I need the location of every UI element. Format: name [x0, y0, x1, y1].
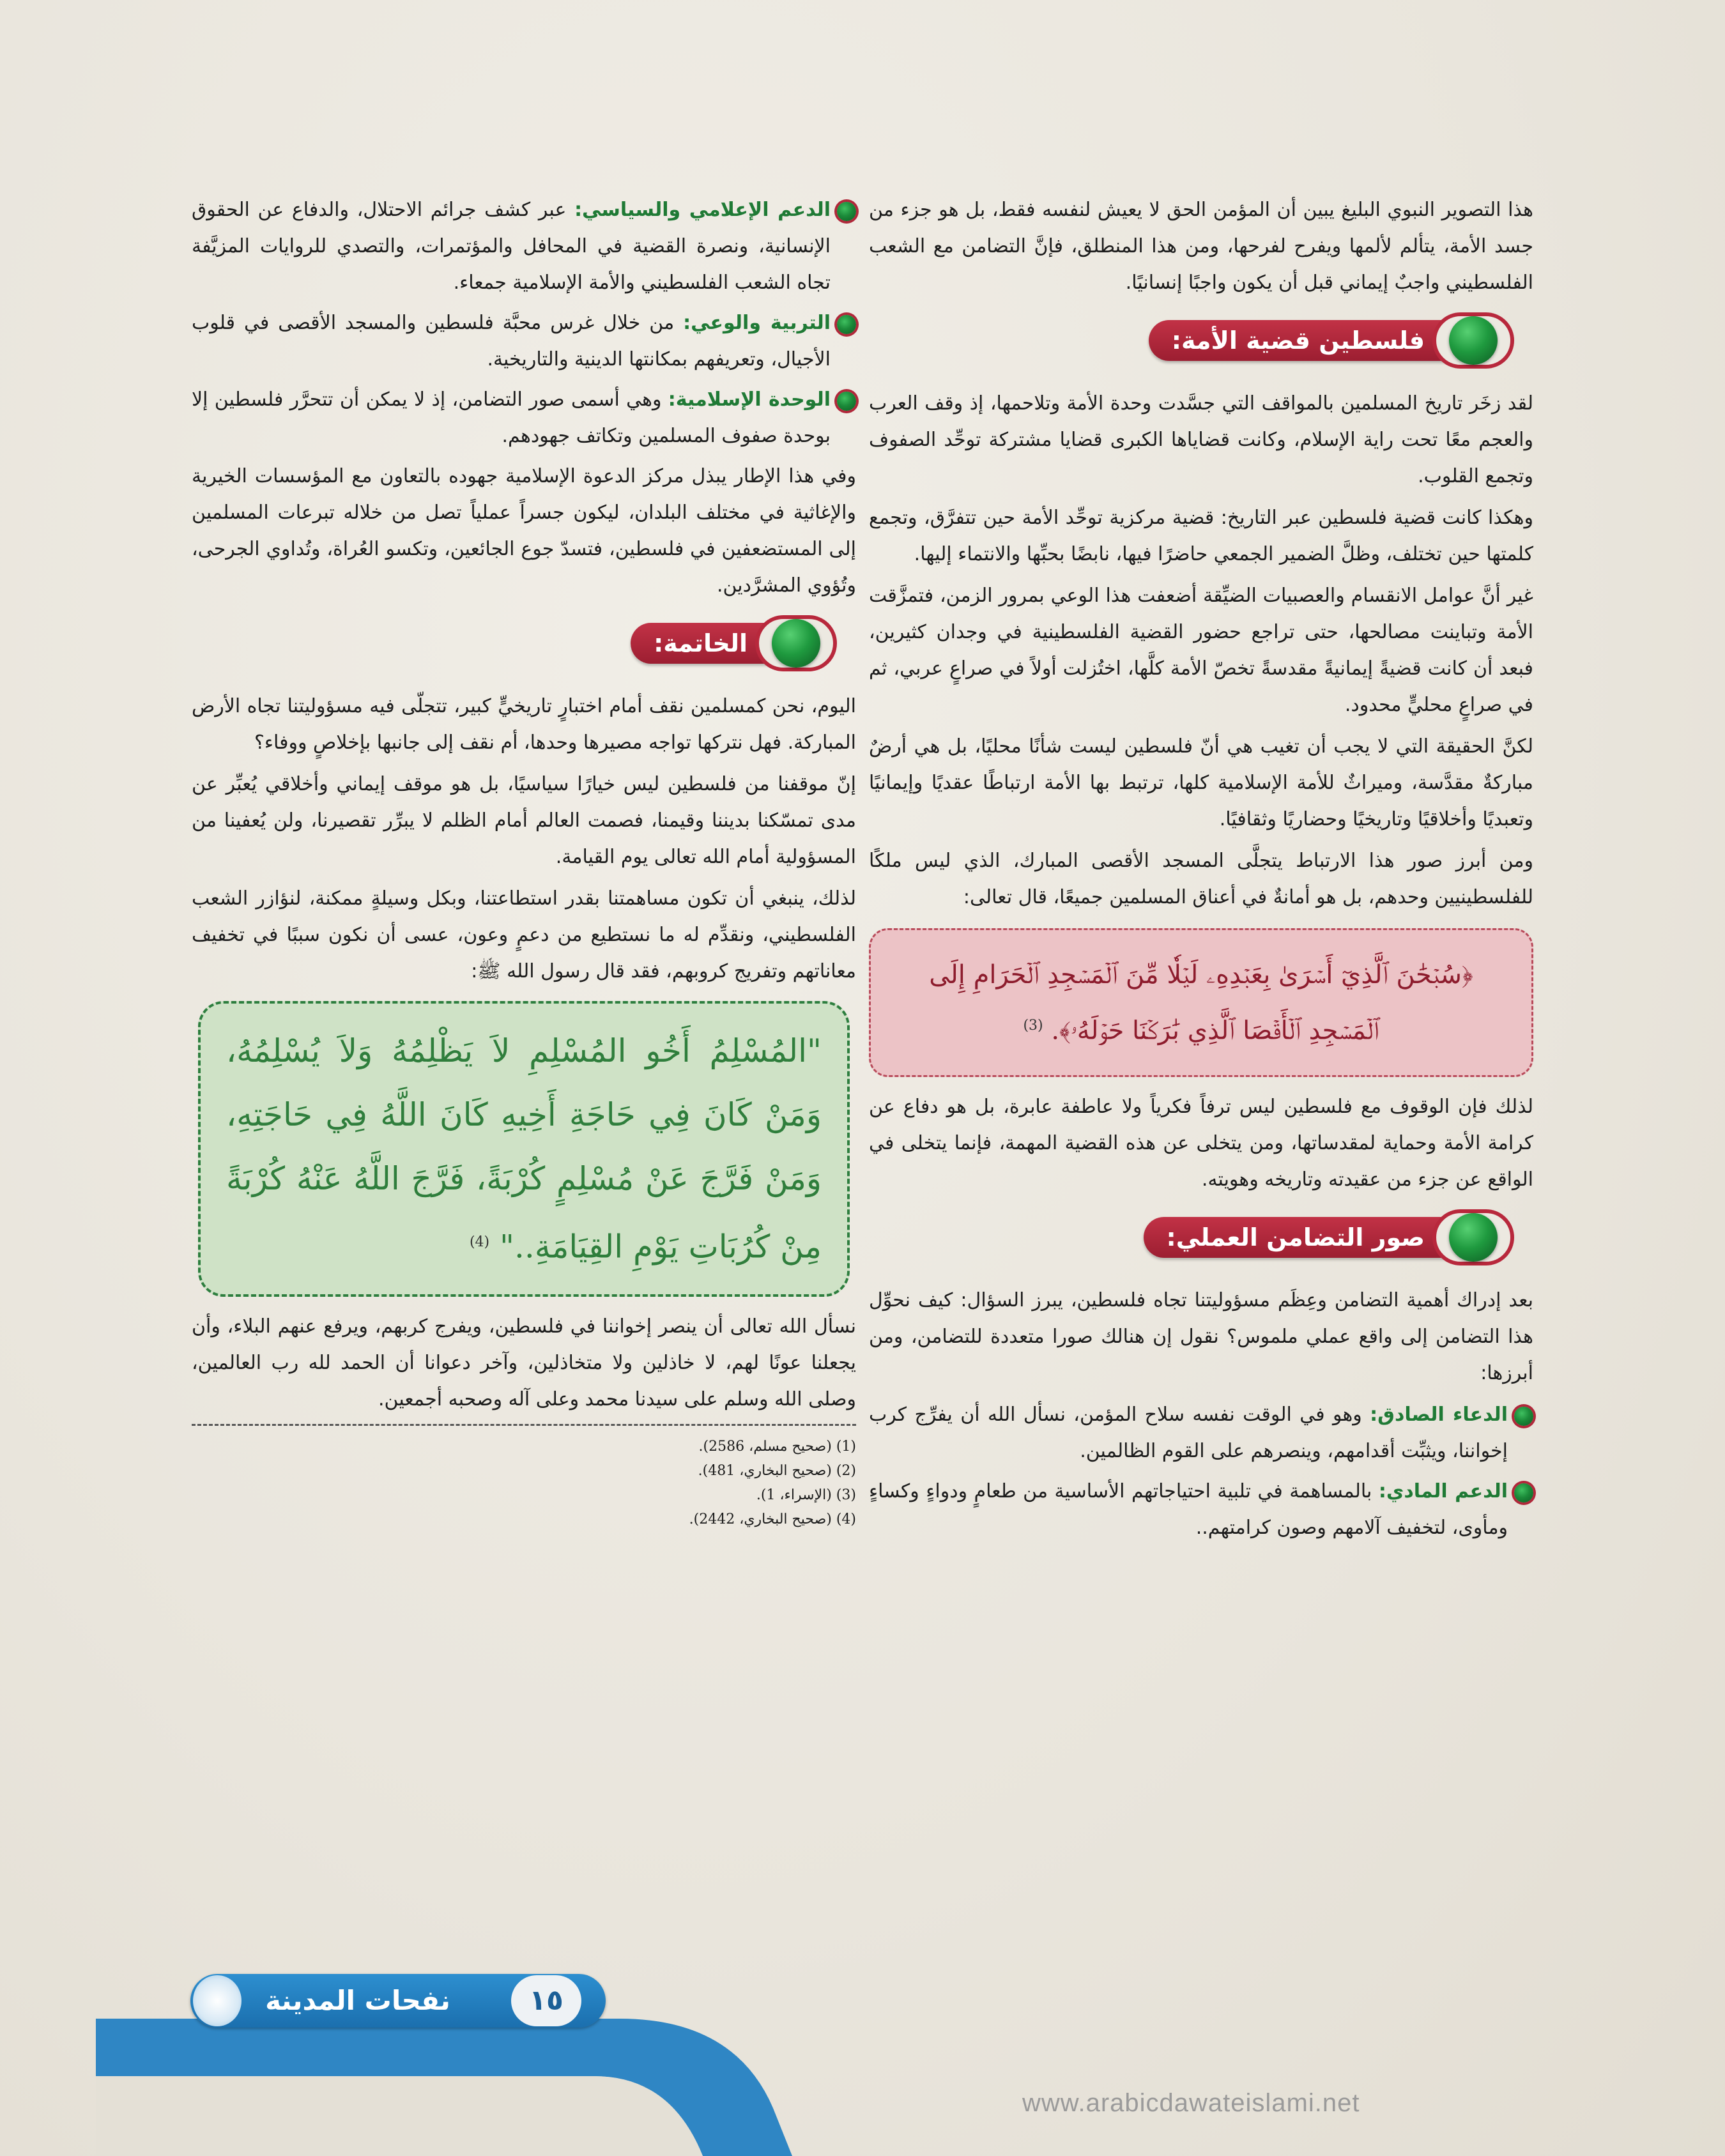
bullet-title: التربية والوعي: — [683, 312, 831, 334]
paragraph: لذلك فإن الوقوف مع فلسطين ليس ترفاً فكرياً ولا عاطفة عابرة، بل هو دفاع عن كرامة الأمة وحماية لمقدساتها، ومن يتخلى عن هذه القضية المهمة، فإنما يتخلى في الواقع عن جزء من عقيدته وتاريخه وهويته. — [869, 1096, 1533, 1191]
bullet-item — [192, 192, 856, 301]
bullet-text: بالمساهمة في تلبية احتياجاتهم الأساسية من طعامٍ ودواءٍ وكساءٍ ومأوى، لتخفيف آلامهم وصون كرامتهم.. — [869, 1480, 1508, 1540]
medallion-icon — [193, 1975, 241, 2026]
hadith-text: "المُسْلِمُ أَخُو المُسْلِمِ لاَ يَظْلِمُهُ وَلاَ يُسْلِمُهُ، وَمَنْ كَانَ فِي حَاجَةِ أَخِيهِ كَانَ اللَّهُ فِي حَاجَتِهِ، وَمَنْ فَرَّجَ عَنْ مُسْلِمٍ كُرْبَةً، فَرَّجَ اللَّهُ عَنْهُ كُرْبَةً مِنْ كُرُبَاتِ يَوْمِ القِيَامَةِ.." — [226, 1032, 822, 1265]
bullet-text: من خلال غرس محبَّة فلسطين والمسجد الأقصى في قلوب الأجيال، وتعريفهم بمكانتها الدينية والتاريخية. — [192, 312, 831, 371]
bullet-item — [192, 305, 856, 378]
bullet-title: الدعاء الصادق: — [1370, 1403, 1508, 1426]
heading-label: صور التضامن العملي: — [1144, 1217, 1502, 1258]
paragraph: لكنَّ الحقيقة التي لا يجب أن تغيب هي أنّ فلسطين ليست شأنًا محليًا، بل هي أرضٌ مباركةٌ مقدَّسة، وميراثٌ للأمة الإسلامية كلها، ترتبط بها الأمة ارتباطًا عقديًا وإيمانيًا وتعبديًا وأخلاقيًا وتاريخيًا وحضاريًا وثقافيًا. — [869, 735, 1533, 830]
green-ball-icon — [1449, 1213, 1498, 1262]
paragraph: بعد إدراك أهمية التضامن وعِظَم مسؤوليتنا تجاه فلسطين، يبرز السؤال: كيف نحوِّل هذا التضامن إلى واقع عملي ملموس؟ نقول إن هنالك صورا متعددة للتضامن، ومن أبرزها: — [869, 1289, 1533, 1385]
hadith-box — [198, 1001, 850, 1297]
heading-label: الخاتمة: — [631, 623, 824, 664]
footnote-ref: (4) — [469, 1234, 490, 1250]
paragraph: لذلك، ينبغي أن تكون مساهمتنا بقدر استطاعتنا، وبكل وسيلةٍ ممكنة، لنؤازر الشعب الفلسطيني، ونقدِّم له ما نستطيع من دعمٍ وعون، عسى أن نكون سببًا في تخفيف معاناتهم وتفريج كروبهم، فقد قال رسول الله ﷺ: — [192, 887, 856, 982]
magazine-title: نفحات المدينة — [265, 1985, 450, 2016]
footnotes — [192, 1424, 856, 1532]
left-column — [192, 192, 856, 1532]
green-ball-icon — [772, 619, 820, 668]
bullet-text: وهي أسمى صور التضامن، إذ لا يمكن أن تتحرَّر فلسطين إلا بوحدة صفوف المسلمين وتكاتف جهودهم. — [192, 388, 831, 447]
bullet-title: الوحدة الإسلامية: — [668, 388, 831, 411]
bullet-item — [192, 381, 856, 454]
section-heading-conclusion — [192, 613, 856, 674]
bullet-icon — [1514, 1407, 1533, 1426]
quran-verse-text: ﴿سُبۡحَٰنَ ٱلَّذِيٓ أَسۡرَىٰ بِعَبۡدِهِۦ لَيۡلٗا مِّنَ ٱلۡمَسۡجِدِ ٱلۡحَرَامِ إِلَى ٱلۡمَسۡجِدِ ٱلۡأَقۡصَا ٱلَّذِي بَٰرَكۡنَا حَوۡلَهُۥ﴾. — [929, 960, 1473, 1046]
paragraph: وفي هذا الإطار يبذل مركز الدعوة الإسلامية جهوده بالتعاون مع المؤسسات الخيرية والإغاثية في مختلف البلدان، ليكون جسراً عملياً تصل من خلاله تبرعات المسلمين إلى المستضعفين في فلسطين، فتسدّ جوع الجائعين، وتكسو العُراة، وتُداوي الجرحى، وتُؤوي المشرَّدين. — [192, 465, 856, 597]
paragraph: نسأل الله تعالى أن ينصر إخواننا في فلسطين، ويفرج كربهم، ويرفع عنهم البلاء، وأن يجعلنا عونًا لهم، لا خاذلين ولا متخاذلين، وآخر دعوانا أن الحمد لله رب العالمين، وصلى الله وسلم على سيدنا محمد وعلى آله وصحبه أجمعين. — [192, 1315, 856, 1411]
paragraph: ومن أبرز صور هذا الارتباط يتجلَّى المسجد الأقصى المبارك، الذي ليس ملكًا للفلسطينيين وحدهم، بل هو أمانةٌ في أعناق المسلمين جميعًا، قال تعالى: — [869, 850, 1533, 908]
bullet-icon — [837, 392, 856, 411]
paragraph: اليوم، نحن كمسلمين نقف أمام اختبارٍ تاريخيٍّ كبير، تتجلّى فيه مسؤوليتنا تجاه الأرض المباركة. فهل نتركها تواجه مصيرها وحدها، أم نقف إلى جانبها بإخلاصٍ ووفاء؟ — [192, 695, 856, 754]
footnote: (3) (الإسراء، 1). — [756, 1487, 856, 1503]
bullet-title: الدعم المادي: — [1378, 1480, 1508, 1503]
footnote: (4) (صحيح البخاري، 2442). — [689, 1511, 856, 1527]
footnote: (2) (صحيح البخاري، 481). — [698, 1462, 856, 1479]
section-heading-palestine — [869, 310, 1533, 371]
intro-paragraph: هذا التصوير النبوي البليغ يبين أن المؤمن الحق لا يعيش لنفسه فقط، بل هو جزء من جسد الأمة، يتألم لألمها ويفرح لفرحها، ومن هذا المنطلق، فإنَّ التضامن مع الشعب الفلسطيني واجبٌ إيماني قبل أن يكون واجبًا إنسانيًا. — [869, 199, 1533, 294]
heading-label: فلسطين قضية الأمة: — [1149, 320, 1501, 361]
footnote-ref: (3) — [1023, 1018, 1043, 1034]
bullet-icon — [837, 202, 856, 221]
bullet-title: الدعم الإعلامي والسياسي: — [574, 199, 831, 221]
bullet-icon — [837, 315, 856, 334]
paragraph: لقد زخَر تاريخ المسلمين بالمواقف التي جسَّدت وحدة الأمة وتلاحمها، إذ وقف العرب والعجم معًا تحت راية الإسلام، وكانت قضاياها الكبرى قضايا مشتركة توحِّد الصفوف وتجمع القلوب. — [869, 392, 1533, 487]
bullet-text: عبر كشف جرائم الاحتلال، والدفاع عن الحقوق الإنسانية، ونصرة القضية في المحافل والمؤتمرات، والتصدي للروايات المزيَّفة تجاه الشعب الفلسطيني والأمة الإسلامية جمعاء. — [192, 199, 831, 294]
green-ball-icon — [1449, 316, 1498, 365]
footnote: (1) (صحيح مسلم، 2586). — [698, 1438, 856, 1455]
bullet-item — [869, 1473, 1533, 1546]
paragraph: غير أنَّ عوامل الانقسام والعصبيات الضيِّقة أضعفت هذا الوعي بمرور الزمن، فتمزَّقت الأمة وتباينت مصالحها، حتى تراجع حضور القضية الفلسطينية في وجدان كثيرين، فبعد أن كانت قضيةً إيمانيةً مقدسةً تخصّ الأمة كلَّها، اختُزلت أولاً في صراعٍ عربي، ثم في صراعٍ محليٍّ محدود. — [869, 585, 1533, 716]
bullet-icon — [1514, 1483, 1533, 1502]
bullet-text: وهو في الوقت نفسه سلاح المؤمن، نسأل الله أن يفرِّج كرب إخواننا، ويثبِّت أقدامهم، وينصرهم على القوم الظالمين. — [869, 1403, 1508, 1463]
bullet-item — [869, 1396, 1533, 1469]
right-column — [869, 192, 1533, 1550]
paragraph: إنّ موقفنا من فلسطين ليس خيارًا سياسيًا، بل هو موقف إيماني وأخلاقي يُعبِّر عن مدى تمسّكنا بديننا وقيمنا، فصمت العالم أمام الظلم لا يبرِّر تقصيرنا، ولن يُعفينا من المسؤولية أمام الله تعالى يوم القيامة. — [192, 773, 856, 868]
quran-verse-box — [869, 928, 1533, 1077]
page-number: ١٥ — [511, 1975, 581, 2026]
website-url: www.arabicdawateislami.net — [1022, 2089, 1360, 2117]
section-heading-solidarity — [869, 1207, 1533, 1268]
paragraph: وهكذا كانت قضية فلسطين عبر التاريخ: قضية مركزية توحِّد الأمة حين تتفرَّق، وتجمع كلمتها حين تختلف، وظلَّ الضمير الجمعي حاضرًا فيها، نابضًا بحبِّها والانتماء إليها. — [869, 507, 1533, 565]
